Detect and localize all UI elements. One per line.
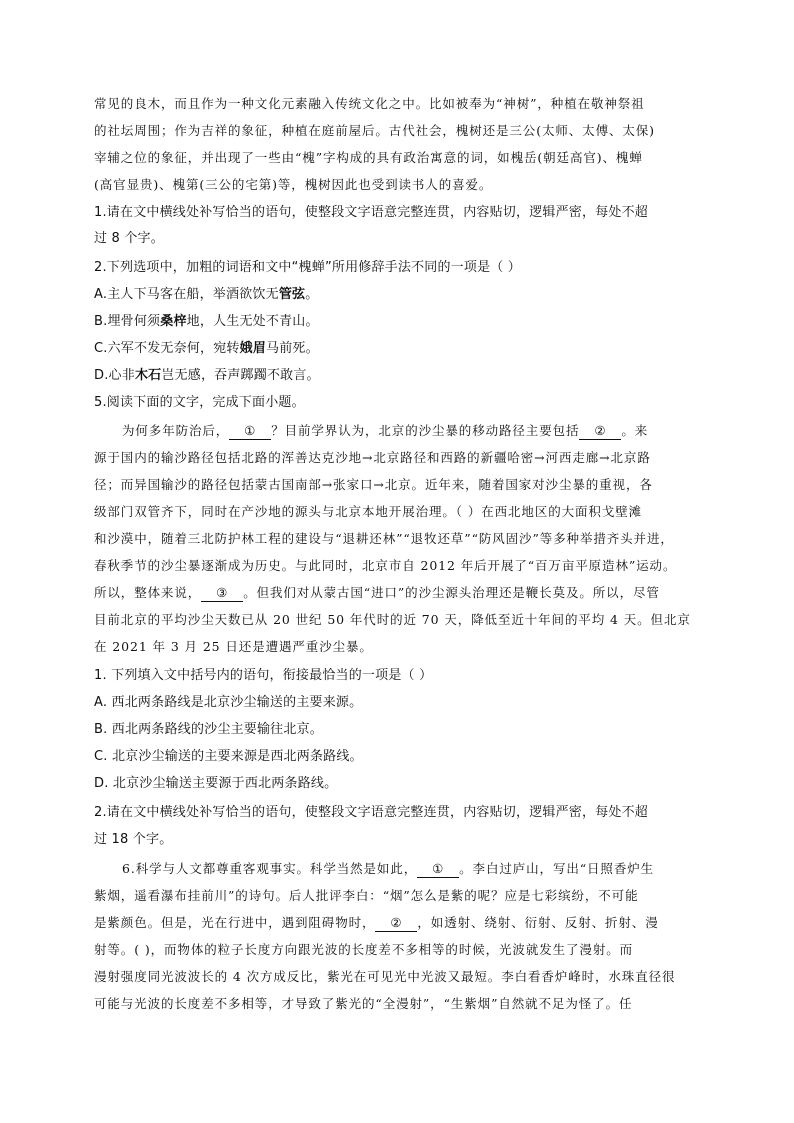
question-text: 过 8 个字。 [94,231,164,246]
question-text: 1.请在文中横线处补写恰当的语句，使整段文字语意完整连贯，内容贴切，逻辑严密，每处不超 [94,205,649,220]
passage-line: 为何多年防治后， ① ？目前学界认为，北京的沙尘暴的移动路径主要包括 ② 。来 [122,423,649,438]
option-d: D.心非木石岂无感，吞声踯躅不敢言。 [94,368,320,383]
option-a: A.主人下马客在船，举酒欲饮无管弦。 [94,287,319,302]
option-d: D. 北京沙尘输送主要源于西北两条路线。 [94,776,338,791]
fill-blank: ② [375,915,417,932]
passage-line: 所以，整体来说， ③ 。但我们对从蒙古国“进口”的沙尘源头治理还是鞭长莫及。所以，尽管 [94,585,660,600]
passage-line: 的社坛周围；作为吉祥的象征，种植在庭前屋后。古代社会，槐树还是三公(太师、太傅、太保) [94,123,655,138]
passage-line: (高官显贵)、槐第(三公的宅第)等，槐树因此也受到读书人的喜爱。 [94,177,493,192]
question-text: 过 18 个字。 [94,832,173,847]
passage-line: 在 2021 年 3 月 25 日还是遭遇严重沙尘暴。 [94,639,373,654]
passage-line: 级部门双管齐下，同时在产沙地的源头与北京本地开展治理。（ ）在西北地区的大面积戈壁滩 [94,504,643,519]
fill-blank: ③ [201,585,243,602]
question-stem: 1. 下列填入文中括号内的语句，衔接最恰当的一项是（ ） [94,668,433,683]
passage-line: 射等。( )，而物体的粒子长度方向跟光波的长度差不多相等的时候，光波就发生了漫射。而 [94,942,634,957]
fill-blank: ① [417,861,459,878]
passage-line: 和沙漠中，随着三北防护林工程的建设与“退耕还林”“退牧还草”“防风固沙”等多种举措齐头并进， [94,531,674,546]
fill-blank: ② [579,423,621,440]
passage-line: 目前北京的平均沙尘天数已从 20 世纪 50 年代时的近 70 天，降低至近十年间的平均 4 天。但北京 [94,612,691,627]
question-stem: 2.下列选项中，加粗的词语和文中“槐蝉”所用修辞手法不同的一项是（ ） [94,260,522,275]
passage-line: 可能与光波的长度差不多相等，才导致了紫光的“全漫射”，“生紫烟”自然就不足为怪了。任 [94,996,633,1011]
passage-line: 径；而异国输沙的路径包括蒙古国南部→张家口→北京。近年来，随着国家对沙尘暴的重视，各 [94,477,653,492]
passage-line: 常见的良木，而且作为一种文化元素融入传统文化之中。比如被奉为“神树”，种植在敬神祭祖 [94,96,645,111]
passage-line: 6.科学与人文都尊重客观事实。科学当然是如此， ① 。李白过庐山，写出“日照香炉生 [122,861,655,876]
option-b: B. 西北两条路线的沙尘主要输往北京。 [94,722,323,737]
option-c: C. 北京沙尘输送的主要来源是西北两条路线。 [94,749,363,764]
passage-line: 是紫颜色。但是，光在行进中，遇到阻碍物时， ② ，如透射、绕射、衍射、反射、折射、漫 [94,915,659,930]
passage-line: 紫烟，遥看瀑布挂前川”的诗句。后人批评李白：“烟”怎么是紫的呢？应是七彩缤纷，不可能 [94,888,639,903]
passage-line: 宰辅之位的象征，并出现了一些由“槐”字构成的具有政治寓意的词，如槐岳(朝廷高官)、槐蝉 [94,150,643,165]
section-heading: 5.阅读下面的文字，完成下面小题。 [94,395,305,410]
question-text: 2.请在文中横线处补写恰当的语句，使整段文字语意完整连贯，内容贴切，逻辑严密，每处不超 [94,805,649,820]
option-c: C.六军不发无奈何，宛转娥眉马前死。 [94,341,319,356]
passage-line: 源于国内的输沙路径包括北路的浑善达克沙地→北京路径和西路的新疆哈密→河西走廊→北京路 [94,450,651,465]
fill-blank: ① [229,423,271,440]
passage-line: 春秋季节的沙尘暴逐渐成为历史。与此同时，北京市自 2012 年后开展了“百万亩平原造林”运动。 [94,558,677,573]
passage-line: 漫射强度同光波波长的 4 次方成反比，紫光在可见光中光波又最短。李白看香炉峰时，水珠直径很 [94,969,676,984]
option-b: B.埋骨何须桑梓地，人生无处不青山。 [94,314,319,329]
option-a: A. 西北两条路线是北京沙尘输送的主要来源。 [94,695,363,710]
